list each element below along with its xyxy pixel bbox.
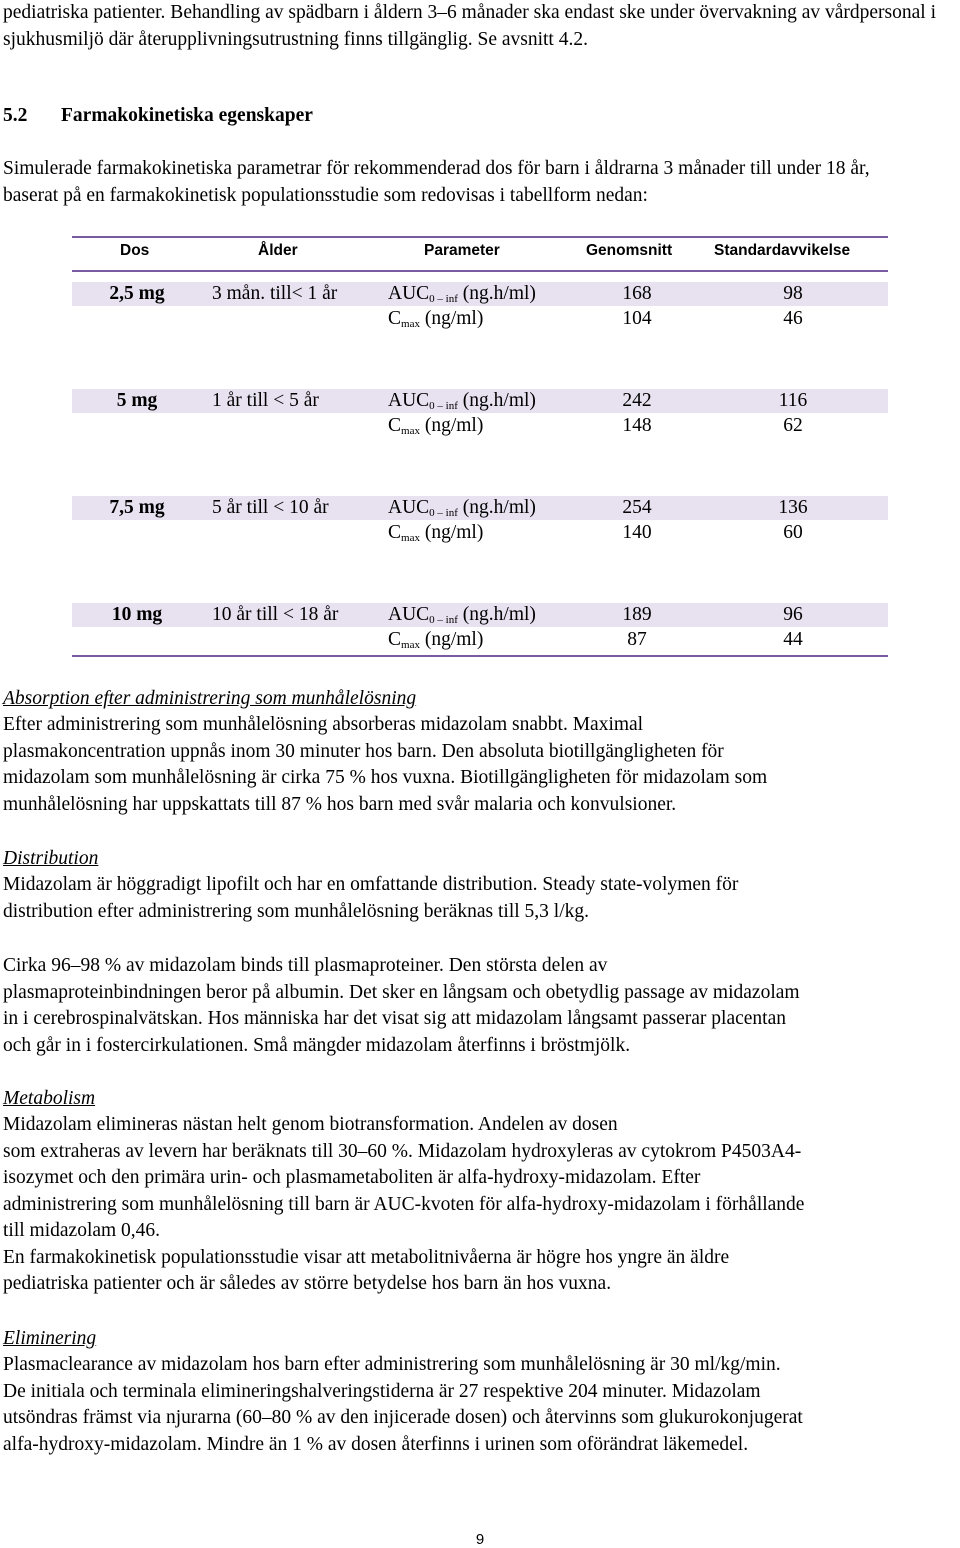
auc-subscript: 0 – inf	[429, 293, 458, 305]
cmax-symbol: C	[388, 415, 402, 436]
header-alder: Ålder	[258, 242, 298, 259]
header-parameter: Parameter	[424, 242, 500, 259]
auc-parameter-label	[388, 603, 536, 627]
cmax-unit: (ng/ml)	[419, 522, 484, 543]
text-line: till midazolam 0,46.	[3, 1220, 161, 1241]
cmax-mean-cell: 140	[622, 522, 652, 543]
page-number: 9	[475, 1531, 485, 1548]
header-sd: Standardavvikelse	[714, 242, 851, 259]
distribution-paragraph-2	[3, 953, 955, 1059]
cmax-parameter-label	[388, 628, 483, 652]
cmax-symbol: C	[388, 522, 402, 543]
auc-subscript: 0 – inf	[429, 400, 458, 412]
cmax-sd-cell: 62	[783, 415, 803, 436]
cmax-parameter-label	[388, 414, 483, 438]
cmax-mean-cell: 87	[627, 629, 647, 650]
distribution-heading: Distribution	[3, 848, 99, 869]
auc-parameter-label	[388, 282, 536, 306]
dose-cell: 7,5 mg	[109, 497, 165, 518]
text-line: Efter administrering som munhålelösning absorberas midazolam snabbt. Maximal	[3, 714, 644, 735]
absorption-heading: Absorption efter administrering som munhålelösning	[3, 688, 417, 709]
text-line: Plasmaclearance av midazolam hos barn efter administrering som munhålelösning är 30 ml/kg/min.	[3, 1354, 781, 1375]
auc-mean-cell: 189	[622, 604, 652, 625]
cmax-sd-cell: 60	[783, 522, 803, 543]
age-cell: 1 år till < 5 år	[212, 390, 319, 411]
cmax-subscript: max	[401, 425, 420, 437]
auc-subscript: 0 – inf	[429, 507, 458, 519]
header-bottom-rule	[72, 270, 888, 272]
auc-parameter-label	[388, 496, 536, 520]
text-line: midazolam som munhålelösning är cirka 75 % hos vuxna. Biotillgängligheten för midazolam som	[3, 767, 768, 788]
auc-symbol: AUC	[388, 497, 430, 518]
cmax-parameter-label	[388, 521, 483, 545]
section-intro: Simulerade farmakokinetiska parametrar för rekommenderad dos för barn i åldrarna 3 månader till under 18 år, baserat på en farmakokinetisk populationsstudie som redovisas i tabellform nedan:	[3, 158, 870, 206]
elimination-text	[3, 1352, 955, 1458]
age-cell: 10 år till < 18 år	[212, 604, 339, 625]
cmax-sd-cell: 44	[783, 629, 803, 650]
auc-symbol: AUC	[388, 604, 430, 625]
text-line: plasmaproteinbindningen beror på albumin. Det sker en långsam och obetydlig passage av midazolam	[3, 981, 800, 1003]
section-title: Farmakokinetiska egenskaper	[61, 105, 313, 126]
cmax-unit: (ng/ml)	[419, 629, 484, 650]
text-line: som extraheras av levern har beräknats till 30–60 %. Midazolam hydroxyleras av cytokrom P4503A4-	[3, 1140, 802, 1162]
auc-unit: (ng.h/ml)	[457, 497, 536, 518]
text-line: och går in i fostercirkulationen. Små mängder midazolam återfinns i bröstmjölk.	[3, 1034, 631, 1056]
auc-sd-cell: 136	[778, 497, 808, 518]
auc-sd-cell: 98	[783, 283, 803, 304]
cmax-subscript: max	[401, 318, 420, 330]
elimination-heading: Eliminering	[3, 1328, 97, 1349]
text-line: Cirka 96–98 % av midazolam binds till plasmaproteiner. Den största delen av	[3, 955, 608, 976]
auc-unit: (ng.h/ml)	[457, 390, 536, 411]
table-top-rule	[72, 236, 888, 238]
auc-unit: (ng.h/ml)	[457, 283, 536, 304]
cmax-symbol: C	[388, 308, 402, 329]
text-line: isozymet och den primära urin- och plasmametaboliten är alfa-hydroxy-midazolam. Efter	[3, 1167, 701, 1188]
text-line: pediatriska patienter och är således av större betydelse hos barn än hos vuxna.	[3, 1273, 612, 1294]
metabolism-text	[3, 1112, 955, 1298]
text-line: De initiala och terminala elimineringshalveringstiderna är 27 respektive 204 minuter. Midazolam	[3, 1380, 761, 1402]
auc-mean-cell: 254	[622, 497, 652, 518]
cmax-symbol: C	[388, 629, 402, 650]
header-mean: Genomsnitt	[586, 242, 673, 259]
auc-sd-cell: 116	[778, 390, 808, 411]
dose-cell: 5 mg	[116, 390, 158, 411]
age-cell: 5 år till < 10 år	[212, 497, 329, 518]
text-line: in i cerebrospinalvätskan. Hos människa har det visat sig att midazolam långsamt passerar placentan	[3, 1008, 787, 1029]
dose-cell: 2,5 mg	[109, 283, 165, 304]
metabolism-heading: Metabolism	[3, 1088, 96, 1109]
auc-parameter-label	[388, 389, 536, 413]
text-line: plasmakoncentration uppnås inom 30 minuter hos barn. Den absoluta biotillgängligheten för	[3, 740, 724, 762]
cmax-mean-cell: 148	[622, 415, 652, 436]
text-line: utsöndras främst via njurarna (60–80 % av den injicerade dosen) och återvinns som glukurokonjugerat	[3, 1407, 803, 1428]
auc-sd-cell: 96	[783, 604, 803, 625]
auc-unit: (ng.h/ml)	[457, 604, 536, 625]
auc-mean-cell: 168	[622, 283, 652, 304]
cmax-unit: (ng/ml)	[419, 415, 484, 436]
text-line: munhålelösning har uppskattats till 87 % hos barn med svår malaria och konvulsioner.	[3, 793, 677, 815]
text-line: alfa-hydroxy-midazolam. Mindre än 1 % av dosen återfinns i urinen som oförändrat läkemedel.	[3, 1433, 749, 1455]
header-dos: Dos	[120, 242, 150, 259]
dose-cell: 10 mg	[111, 604, 163, 625]
cmax-sd-cell: 46	[783, 308, 803, 329]
intro-paragraph: pediatriska patienter. Behandling av spädbarn i åldern 3–6 månader ska endast ske under övervakning av vårdpersonal i sjukhusmiljö där återupplivningsutrustning finns tillgänglig. Se avsnitt 4.2.	[3, 2, 936, 50]
text-line: Midazolam elimineras nästan helt genom biotransformation. Andelen av dosen	[3, 1114, 618, 1135]
distribution-paragraph-1	[3, 872, 955, 925]
cmax-parameter-label	[388, 307, 483, 331]
cmax-subscript: max	[401, 639, 420, 651]
absorption-text	[3, 712, 955, 818]
cmax-unit: (ng/ml)	[419, 308, 484, 329]
text-line: distribution efter administrering som munhålelösning beräknas till 5,3 l/kg.	[3, 900, 589, 922]
text-line: administrering som munhålelösning till barn är AUC-kvoten för alfa-hydroxy-midazolam i förhållande	[3, 1193, 805, 1215]
auc-mean-cell: 242	[622, 390, 652, 411]
text-line: Midazolam är höggradigt lipofilt och har en omfattande distribution. Steady state-volymen för	[3, 874, 739, 895]
section-number: 5.2	[3, 105, 28, 126]
cmax-subscript: max	[401, 532, 420, 544]
table-bottom-rule	[72, 655, 888, 657]
section-heading	[3, 103, 955, 130]
auc-subscript: 0 – inf	[429, 614, 458, 626]
text-line: En farmakokinetisk populationsstudie visar att metabolitnivåerna är högre hos yngre än äldre	[3, 1246, 730, 1268]
auc-symbol: AUC	[388, 390, 430, 411]
auc-symbol: AUC	[388, 283, 430, 304]
cmax-mean-cell: 104	[622, 308, 652, 329]
age-cell: 3 mån. till< 1 år	[212, 283, 338, 304]
